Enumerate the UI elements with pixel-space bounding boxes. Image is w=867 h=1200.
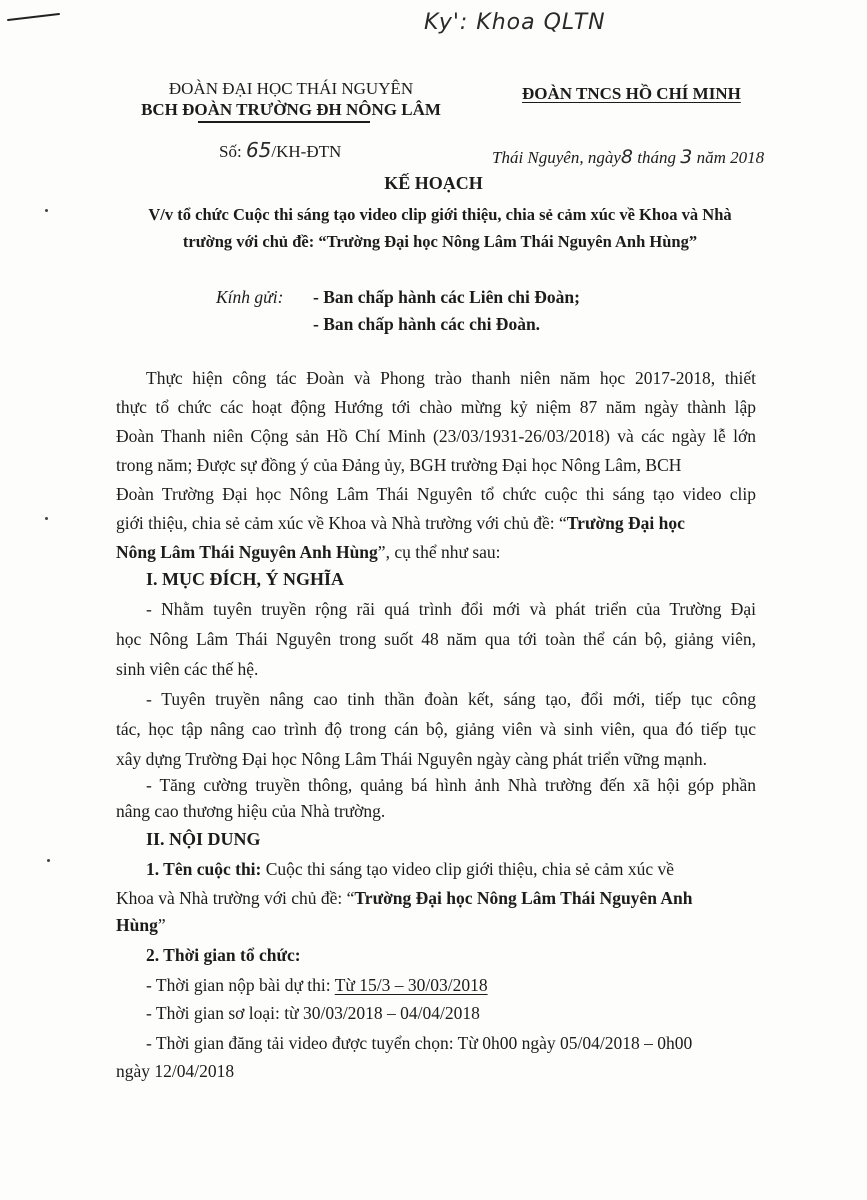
intro-line: thực tổ chức các hoạt động Hướng tới chào mừng kỷ niệm 87 năm ngày thành lập: [116, 397, 756, 417]
org-right: ĐOÀN TNCS HỒ CHÍ MINH: [522, 84, 741, 103]
recipient-2: - Ban chấp hành các chi Đoàn.: [313, 314, 541, 334]
intro-line: giới thiệu, chia sẻ cảm xúc về Khoa và Nhà trường với chủ đề: “Trường Đại học: [116, 513, 685, 533]
section1-line: - Nhằm tuyên truyền rộng rãi quá trình đổi mới và phát triển của Trường Đại: [146, 599, 756, 619]
handwritten-day: 8: [620, 146, 633, 168]
schedule-line: ngày 12/04/2018: [116, 1061, 235, 1081]
intro-line: trong năm; Được sự đồng ý của Đảng ủy, BGH trường Đại học Nông Lâm, BCH: [116, 455, 682, 475]
section1-line: học Nông Lâm Thái Nguyên trong suốt 48 năm qua tới toàn thể cán bộ, giảng viên,: [116, 629, 756, 649]
section1-line: xây dựng Trường Đại học Nông Lâm Thái Nguyên ngày càng phát triển vững mạnh.: [116, 749, 707, 769]
handwritten-note: Ky': Khoa QLTN: [424, 10, 606, 35]
org-line2: BCH ĐOÀN TRƯỜNG ĐH NÔNG LÂM: [141, 100, 441, 119]
subsection-heading: 2. Thời gian tổ chức:: [146, 945, 301, 965]
section1-line: - Tuyên truyền nâng cao tinh thần đoàn kết, sáng tạo, đổi mới, tiếp tục công: [146, 689, 756, 709]
recipient-1: - Ban chấp hành các Liên chi Đoàn;: [313, 287, 580, 307]
section2-line: Khoa và Nhà trường với chủ đề: “Trường Đại học Nông Lâm Thái Nguyên Anh: [116, 888, 693, 908]
section1-line: - Tăng cường truyền thông, quảng bá hình ảnh Nhà trường đến xã hội góp phần: [146, 775, 756, 795]
subject-line2: trường với chủ đề: “Trường Đại học Nông Lâm Thái Nguyên Anh Hùng”: [182, 232, 698, 251]
document-number: Số: 65/KH-ĐTN: [219, 138, 342, 162]
intro-line: Nông Lâm Thái Nguyên Anh Hùng”, cụ thể như sau:: [116, 542, 501, 562]
section1-line: tác, học tập nâng cao trình độ trong cán bộ, giảng viên và sinh viên, qua đó tiếp tục: [116, 719, 756, 739]
document-title: KẾ HOẠCH: [384, 173, 483, 193]
subject-line1: V/v tổ chức Cuộc thi sáng tạo video clip giới thiệu, chia sẻ cảm xúc về Khoa và Nhà: [148, 205, 732, 224]
pen-stroke-mark: [4, 4, 64, 28]
section1-line: nâng cao thương hiệu của Nhà trường.: [116, 801, 386, 821]
handwritten-month: 3: [680, 146, 693, 168]
section2-line: Hùng”: [116, 915, 166, 935]
schedule-line: - Thời gian sơ loại: từ 30/03/2018 – 04/04/2018: [146, 1003, 480, 1023]
place-date: Thái Nguyên, ngày8 tháng 3 năm 2018: [492, 146, 765, 168]
section1-line: sinh viên các thế hệ.: [116, 659, 259, 679]
recipients-label: Kính gửi:: [216, 287, 284, 307]
org-line1: ĐOÀN ĐẠI HỌC THÁI NGUYÊN: [168, 79, 414, 98]
handwritten-number: 65: [245, 138, 272, 162]
section2-line: 1. Tên cuộc thi: Cuộc thi sáng tạo video clip giới thiệu, chia sẻ cảm xúc về: [146, 859, 674, 879]
intro-line: Đoàn Trường Đại học Nông Lâm Thái Nguyên tổ chức cuộc thi sáng tạo video clip: [116, 484, 756, 504]
schedule-line: - Thời gian đăng tải video được tuyển chọn: Từ 0h00 ngày 05/04/2018 – 0h00: [146, 1033, 693, 1053]
org-underline: [198, 121, 370, 123]
scan-mark: [45, 517, 48, 520]
scan-mark: [45, 209, 48, 212]
section-heading: II. NỘI DUNG: [146, 829, 261, 849]
intro-line: Đoàn Thanh niên Cộng sản Hồ Chí Minh (23/03/1931-26/03/2018) và các ngày lễ lớn: [116, 426, 756, 446]
scan-mark: [47, 859, 50, 862]
section-heading: I. MỤC ĐÍCH, Ý NGHĨA: [146, 569, 344, 589]
schedule-line: - Thời gian nộp bài dự thi: Từ 15/3 – 30/03/2018: [146, 975, 488, 995]
intro-line: Thực hiện công tác Đoàn và Phong trào thanh niên năm học 2017-2018, thiết: [146, 368, 756, 388]
